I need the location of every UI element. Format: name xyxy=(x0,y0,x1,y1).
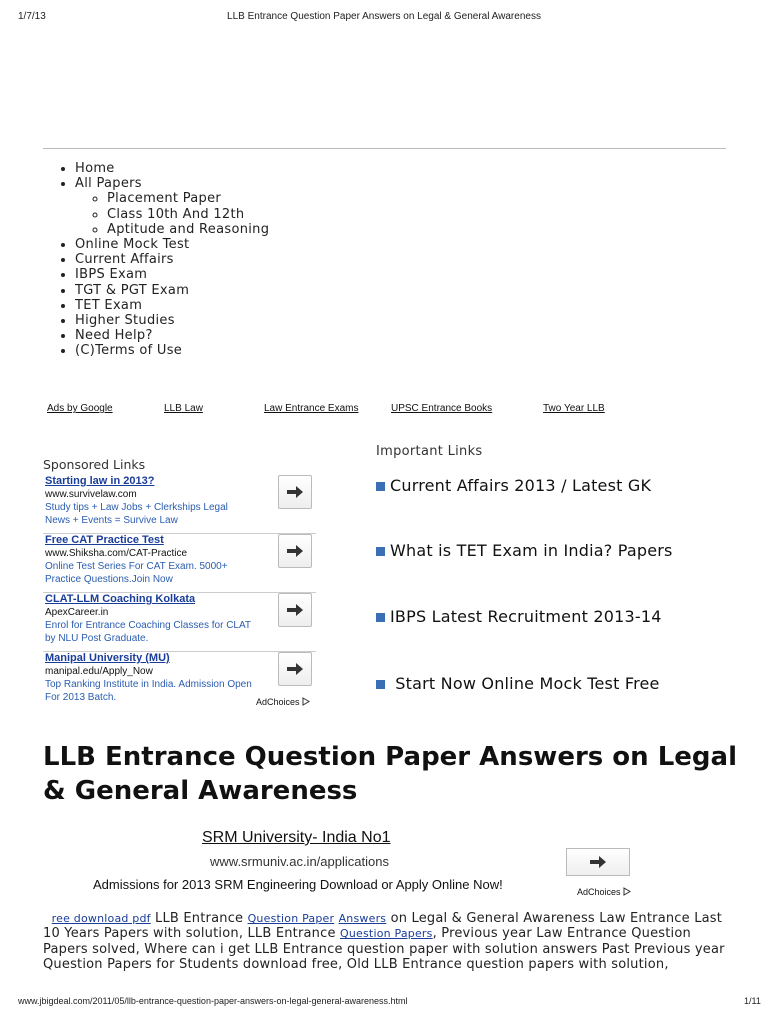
arrow-right-icon xyxy=(286,603,304,617)
nav-subitem-class-10-12[interactable]: ◦ Class 10th And 12th xyxy=(107,207,269,222)
ad-link-law-entrance-exams[interactable]: Law Entrance Exams xyxy=(264,403,359,414)
ad-go-button[interactable] xyxy=(278,652,312,686)
nav-subitem-placement-paper[interactable]: ◦ Placement Paper xyxy=(107,191,269,206)
ad-description: Online Test Series For CAT Exam. 5000+ Practice Questions.Join Now xyxy=(45,561,228,585)
bullet-square-icon xyxy=(376,482,385,491)
ad-link-llb-law[interactable]: LLB Law xyxy=(164,403,203,414)
nav-item-label[interactable]: All Papers xyxy=(75,176,142,192)
nav-item-all-papers[interactable] xyxy=(75,176,269,237)
nav-item-tgt-pgt-exam[interactable]: • TGT & PGT Exam xyxy=(75,283,269,298)
important-links-heading: Important Links xyxy=(376,444,483,459)
important-link[interactable] xyxy=(376,541,673,560)
ad-go-button[interactable] xyxy=(278,534,312,568)
ad-url[interactable]: manipal.edu/Apply_Now xyxy=(45,666,153,677)
ad-title[interactable]: CLAT-LLM Coaching Kolkata xyxy=(45,593,196,605)
nav-item-terms[interactable]: • (C)Terms of Use xyxy=(75,343,269,358)
bullet-square-icon xyxy=(376,680,385,689)
adchoices-text[interactable]: AdChoices xyxy=(577,887,621,897)
sponsored-ad[interactable] xyxy=(43,475,316,534)
body-text: on Legal & General Awareness Law Entrance Last 10 Years Papers with solution, LLB Entrance xyxy=(43,911,723,942)
question-paper-link[interactable]: Question Paper xyxy=(247,912,335,925)
srm-ad-url[interactable]: www.srmuniv.ac.in/applications xyxy=(210,854,389,869)
nav-item-home[interactable]: • Home xyxy=(75,161,269,176)
sponsored-ad[interactable] xyxy=(43,534,316,593)
srm-ad-description: Admissions for 2013 SRM Engineering Download or Apply Online Now! xyxy=(93,877,503,892)
arrow-right-icon xyxy=(286,485,304,499)
print-page-number: 1/11 xyxy=(744,996,761,1006)
ad-link-two-year-llb[interactable]: Two Year LLB xyxy=(543,403,605,414)
ad-description: Top Ranking Institute in India. Admission Open For 2013 Batch. xyxy=(45,679,252,703)
arrow-right-icon xyxy=(589,855,607,869)
ad-url[interactable]: www.Shiksha.com/CAT-Practice xyxy=(45,548,188,559)
nav-submenu xyxy=(75,191,269,237)
important-link[interactable] xyxy=(376,674,660,693)
adchoices-icon xyxy=(302,697,310,706)
ad-link-upsc-books[interactable]: UPSC Entrance Books xyxy=(391,403,493,414)
ad-title[interactable]: Manipal University (MU) xyxy=(45,652,170,664)
important-link-label[interactable]: IBPS Latest Recruitment 2013-14 xyxy=(390,607,662,626)
arrow-right-icon xyxy=(286,662,304,676)
ad-title[interactable]: Starting law in 2013? xyxy=(45,475,155,487)
important-link[interactable] xyxy=(376,607,662,626)
srm-ad-title[interactable]: SRM University- India No1 xyxy=(202,829,391,846)
ads-by-google-link[interactable]: Ads by Google xyxy=(47,403,113,414)
adchoices-label[interactable] xyxy=(256,697,310,707)
divider xyxy=(43,148,726,149)
download-pdf-link[interactable]: ree download pdf xyxy=(51,912,151,925)
sponsored-ad[interactable] xyxy=(43,593,316,652)
ad-go-button[interactable] xyxy=(278,593,312,627)
ad-go-button[interactable] xyxy=(278,475,312,509)
nav-item-need-help[interactable]: • Need Help? xyxy=(75,328,269,343)
important-link-label[interactable]: What is TET Exam in India? Papers xyxy=(390,541,673,560)
page-title: LLB Entrance Question Paper Answers on Legal & General Awareness xyxy=(43,742,737,806)
important-link-label[interactable]: Current Affairs 2013 / Latest GK xyxy=(390,476,652,495)
ad-url[interactable]: www.survivelaw.com xyxy=(45,489,137,500)
nav-item-tet-exam[interactable]: • TET Exam xyxy=(75,298,269,313)
important-link[interactable] xyxy=(376,476,651,495)
srm-ad-go-button[interactable] xyxy=(566,848,630,876)
ad-url[interactable]: ApexCareer.in xyxy=(45,607,109,618)
arrow-right-icon xyxy=(286,544,304,558)
bullet-square-icon xyxy=(376,613,385,622)
body-text: , Previous year Law Entrance Question Papers solved, Where can i get LLB Entrance question paper with solution answers Past Previous year Question Papers for Students download free, Old LLB Entrance question papers with solution, xyxy=(43,926,725,973)
article-body xyxy=(43,911,733,973)
ad-title[interactable]: Free CAT Practice Test xyxy=(45,534,164,546)
nav-item-online-mock-test[interactable]: • Online Mock Test xyxy=(75,237,269,252)
print-title: LLB Entrance Question Paper Answers on Legal & General Awareness xyxy=(227,11,541,22)
bullet-square-icon xyxy=(376,547,385,556)
question-papers-link[interactable]: Question Papers xyxy=(340,927,433,941)
sponsored-heading: Sponsored Links xyxy=(43,457,146,472)
print-url: www.jbigdeal.com/2011/05/llb-entrance-question-paper-answers-on-legal-general-awareness.html xyxy=(18,996,408,1006)
adchoices-text[interactable]: AdChoices xyxy=(256,697,300,707)
body-text: LLB Entrance xyxy=(150,911,248,926)
nav-menu xyxy=(43,161,269,359)
adchoices-icon xyxy=(623,887,631,896)
nav-item-higher-studies[interactable]: • Higher Studies xyxy=(75,313,269,328)
adchoices-label[interactable] xyxy=(577,887,631,897)
ad-description: Study tips + Law Jobs + Clerkships Legal News + Events = Survive Law xyxy=(45,502,228,526)
nav-item-current-affairs[interactable]: • Current Affairs xyxy=(75,252,269,267)
nav-subitem-aptitude[interactable]: ◦ Aptitude and Reasoning xyxy=(107,222,269,237)
answers-link[interactable]: Answers xyxy=(338,912,387,925)
important-link-label[interactable]: Start Now Online Mock Test Free xyxy=(395,674,660,693)
ad-description: Enrol for Entrance Coaching Classes for CLAT by NLU Post Graduate. xyxy=(45,620,251,644)
nav-item-ibps-exam[interactable]: • IBPS Exam xyxy=(75,267,269,282)
print-date: 1/7/13 xyxy=(18,11,46,22)
